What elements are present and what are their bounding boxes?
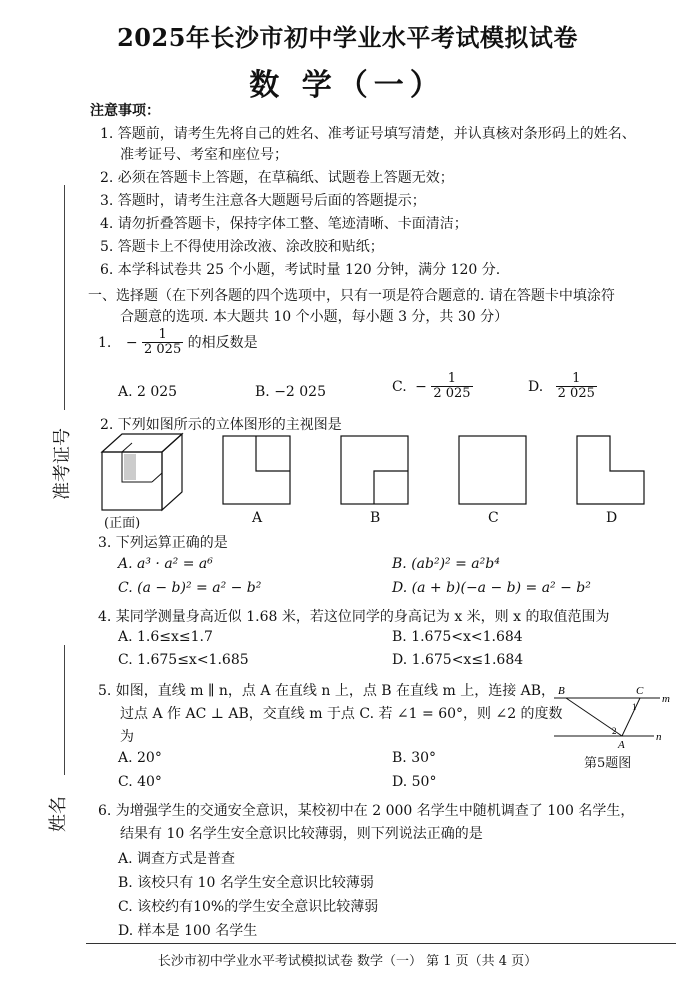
section1-heading-cont: 合题意的选项. 本大题共 10 个小题，每小题 3 分，共 30 分） bbox=[120, 309, 509, 325]
q5-figure bbox=[552, 684, 672, 754]
q1-option-d-fraction bbox=[556, 372, 597, 402]
q2-front-label: (正面) bbox=[104, 516, 141, 531]
binding-line-middle bbox=[64, 645, 65, 775]
q1-d-den: 2 025 bbox=[557, 386, 595, 402]
q6-stem-line1: 6. 为增强学生的交通安全意识，某校初中在 2 000 名学生中随机调查了 100 名学生， bbox=[98, 803, 635, 819]
q3-stem: 3. 下列运算正确的是 bbox=[98, 535, 228, 551]
footer-rule bbox=[86, 943, 676, 944]
q1-fraction bbox=[142, 328, 183, 358]
section1-heading: 一、选择题（在下列各题的四个选项中，只有一项是符合题意的. 请在答题卡中填涂符 bbox=[88, 288, 615, 304]
q5-fig-label-n: n bbox=[656, 731, 662, 743]
q2-option-c-figure bbox=[458, 435, 528, 507]
note-item-3: 3. 答题时，请考生注意各大题题号后面的答题提示； bbox=[100, 193, 426, 209]
q6-option-a: A. 调查方式是普查 bbox=[118, 851, 236, 867]
q1-option-c-sign: − bbox=[415, 378, 427, 395]
q4-option-c: C. 1.675≤x<1.685 bbox=[118, 652, 249, 668]
q6-option-c: C. 该校约有10%的学生安全意识比较薄弱 bbox=[118, 899, 379, 915]
q2-label-b: B bbox=[370, 510, 381, 526]
q2-option-b-figure bbox=[340, 435, 410, 507]
q5-fig-angle-2: 2 bbox=[612, 726, 617, 736]
q5-option-d: D. 50° bbox=[392, 774, 437, 790]
q5-option-b: B. 30° bbox=[392, 750, 437, 766]
q5-option-c: C. 40° bbox=[118, 774, 162, 790]
q1-option-b: B. −2 025 bbox=[255, 384, 326, 400]
q1-option-a: A. 2 025 bbox=[118, 384, 178, 400]
q2-label-d: D bbox=[606, 510, 618, 526]
q3-option-b: B. (ab²)² = a²b⁴ bbox=[392, 556, 500, 572]
q1-c-num: 1 bbox=[431, 372, 472, 387]
q3-option-a: A. a³ · a² = a⁶ bbox=[118, 556, 213, 572]
q1-option-d-label: D. bbox=[528, 378, 544, 395]
q6-stem-line2: 结果有 10 名学生安全意识比较薄弱，则下列说法正确的是 bbox=[120, 826, 483, 842]
q5-stem-line3: 为 bbox=[120, 729, 134, 745]
note-item-1-cont: 准考证号、考室和座位号； bbox=[120, 147, 288, 163]
page-footer: 长沙市初中学业水平考试模拟试卷 数学（一） 第 1 页（共 4 页） bbox=[157, 954, 538, 969]
notes-heading: 注意事项： bbox=[90, 103, 160, 119]
q5-fig-angle-1: 1 bbox=[632, 702, 637, 712]
note-item-6: 6. 本学科试卷共 25 个小题，考试时量 120 分钟，满分 120 分. bbox=[100, 262, 501, 278]
q5-option-a: A. 20° bbox=[118, 750, 162, 766]
q1-d-num: 1 bbox=[556, 372, 597, 387]
q4-option-a: A. 1.6≤x≤1.7 bbox=[118, 629, 213, 645]
q1-option-c bbox=[392, 372, 473, 402]
q6-option-b: B. 该校只有 10 名学生安全意识比较薄弱 bbox=[118, 875, 374, 891]
note-item-1: 1. 答题前，请考生先将自己的姓名、准考证号填写清楚，并认真核对条形码上的姓名、 bbox=[100, 126, 636, 142]
q5-fig-label-b: B bbox=[558, 685, 565, 697]
q5-fig-label-c: C bbox=[636, 685, 644, 697]
q4-option-d: D. 1.675<x≤1.684 bbox=[392, 652, 524, 668]
q2-label-c: C bbox=[488, 510, 499, 526]
q5-stem-line1: 5. 如图，直线 m ∥ n，点 A 在直线 n 上，点 B 在直线 m 上，连接 AB， bbox=[98, 683, 556, 699]
q4-stem: 4. 某同学测量身高近似 1.68 米，若这位同学的身高记为 x 米，则 x 的取值范围为 bbox=[98, 609, 610, 625]
q2-option-a-figure bbox=[222, 435, 292, 507]
q4-option-b: B. 1.675<x<1.684 bbox=[392, 629, 523, 645]
q1-sign: − bbox=[125, 334, 138, 351]
q1-option-c-label: C. bbox=[392, 378, 407, 395]
q2-label-a: A bbox=[252, 510, 263, 526]
q1-c-den: 2 025 bbox=[433, 386, 471, 402]
q5-fig-label-m: m bbox=[662, 693, 670, 705]
q1-stem bbox=[98, 328, 258, 358]
q1-frac-den: 2 025 bbox=[144, 342, 182, 358]
note-item-4: 4. 请勿折叠答题卡，保持字体工整、笔迹清晰、卡面清洁； bbox=[100, 216, 468, 232]
q1-option-d bbox=[528, 372, 597, 402]
q6-option-d: D. 样本是 100 名学生 bbox=[118, 923, 258, 939]
note-item-2: 2. 必须在答题卡上答题，在草稿纸、试题卷上答题无效； bbox=[100, 170, 454, 186]
exam-title: 2025年长沙市初中学业水平考试模拟试卷 bbox=[117, 23, 578, 52]
q5-stem-line2: 过点 A 作 AC ⊥ AB，交直线 m 于点 C. 若 ∠1 = 60°，则 ∠2 的度数 bbox=[120, 706, 563, 722]
name-label: 姓名 bbox=[48, 796, 69, 832]
q3-option-d: D. (a + b)(−a − b) = a² − b² bbox=[392, 580, 591, 596]
q2-stem: 2. 下列如图所示的立体图形的主视图是 bbox=[100, 417, 342, 433]
q1-option-c-fraction bbox=[431, 372, 472, 402]
q5-figure-caption: 第5题图 bbox=[584, 756, 632, 771]
q5-fig-label-a: A bbox=[618, 739, 625, 751]
q1-frac-num: 1 bbox=[142, 328, 183, 343]
q1-number: 1. bbox=[98, 334, 112, 351]
q3-option-c: C. (a − b)² = a² − b² bbox=[118, 580, 262, 596]
binding-line-top bbox=[64, 185, 65, 410]
note-item-5: 5. 答题卡上不得使用涂改液、涂改胶和贴纸； bbox=[100, 239, 384, 255]
q2-option-d-figure bbox=[576, 435, 646, 507]
exam-number-label: 准考证号 bbox=[52, 428, 73, 500]
subject-title: 数 学（一） bbox=[249, 68, 446, 103]
q1-stem-text: 的相反数是 bbox=[187, 334, 258, 351]
